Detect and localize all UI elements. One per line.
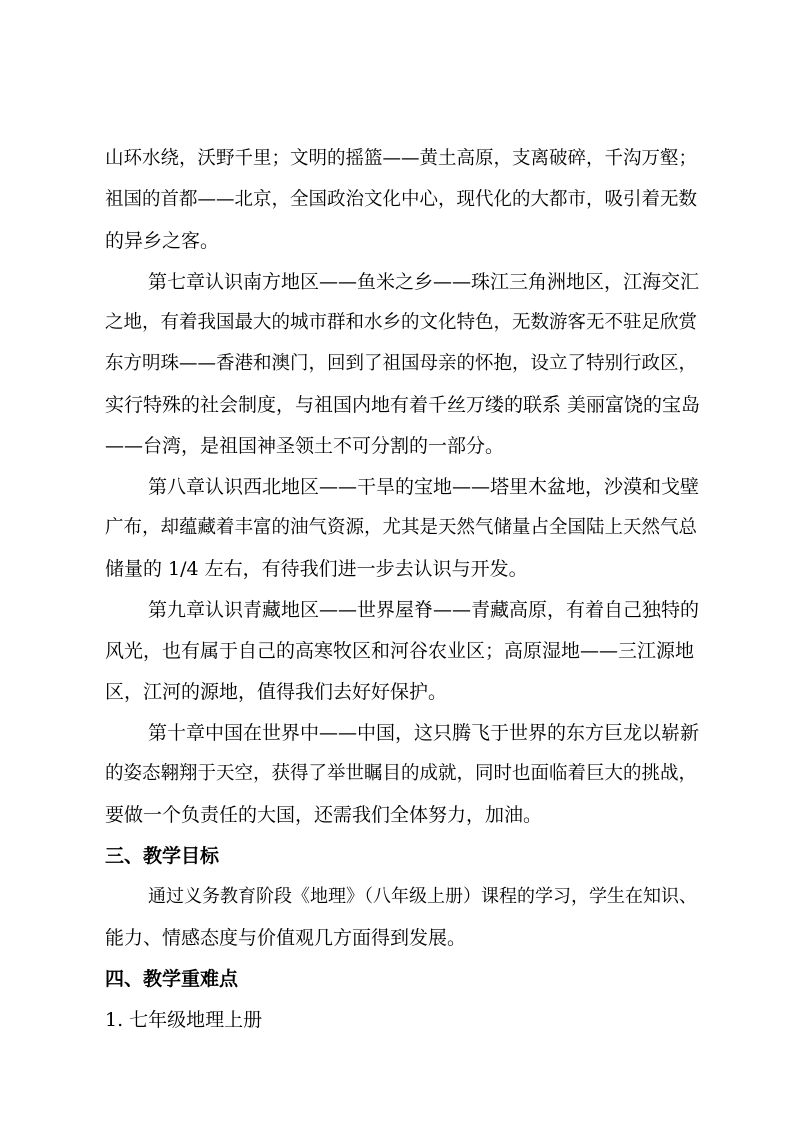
paragraph-4-line-2: 风光，也有属于自己的高寒牧区和河谷农业区；高原湿地——三江源地 xyxy=(105,640,695,662)
paragraph-5-line-2: 的姿态翱翔于天空，获得了举世瞩目的成就，同时也面临着巨大的挑战， xyxy=(105,763,698,784)
paragraph-4-line-3: 区，江河的源地，值得我们去好好保护。 xyxy=(105,681,448,703)
paragraph-5-line-3: 要做一个负责任的大国，还需我们全体努力，加油。 xyxy=(105,804,543,826)
paragraph-6-line-2: 能力、情感态度与价值观几方面得到发展。 xyxy=(105,927,467,949)
paragraph-6-line-1: 通过义务教育阶段《地理》（八年级上册）课程的学习，学生在知识、 xyxy=(148,886,697,907)
paragraph-2-line-1: 第七章认识南方地区——鱼米之乡——珠江三角洲地区，江海交汇 xyxy=(148,271,700,293)
paragraph-2-line-2: 之地，有着我国最大的城市群和水乡的文化特色，无数游客无不驻足欣赏 xyxy=(105,312,698,333)
paragraph-2-line-5: ——台湾，是祖国神圣领土不可分割的一部分。 xyxy=(105,435,505,457)
paragraph-3-line-2: 广布，却蕴藏着丰富的油气资源，尤其是天然气储量占全国陆上天然气总 xyxy=(105,517,698,538)
paragraph-1-line-1: 山环水绕，沃野千里；文明的摇篮——黄土高原，支离破碎，千沟万壑； xyxy=(105,148,698,169)
list-item-1: 1. 七年级地理上册 xyxy=(105,1009,263,1031)
paragraph-3-line-3: 储量的 1/4 左右，有待我们进一步去认识与开发。 xyxy=(105,558,528,580)
section-3-heading: 三、教学目标 xyxy=(105,845,220,867)
section-4-heading: 四、教学重难点 xyxy=(105,968,239,990)
paragraph-4-line-1: 第九章认识青藏地区——世界屋脊——青藏高原，有着自己独特的 xyxy=(148,599,700,621)
paragraph-1-line-2: 祖国的首都——北京，全国政治文化中心，现代化的大都市，吸引着无数 xyxy=(105,189,698,210)
paragraph-1-line-3: 的异乡之客。 xyxy=(105,230,220,252)
paragraph-2-line-3: 东方明珠——香港和澳门，回到了祖国母亲的怀抱，设立了特别行政区， xyxy=(105,353,698,374)
paragraph-2-line-4: 实行特殊的社会制度，与祖国内地有着千丝万缕的联系 美丽富饶的宝岛 xyxy=(105,394,701,416)
paragraph-3-line-1: 第八章认识西北地区——干旱的宝地——塔里木盆地，沙漠和戈壁 xyxy=(148,476,700,498)
paragraph-5-line-1: 第十章中国在世界中——中国，这只腾飞于世界的东方巨龙以崭新 xyxy=(148,722,700,744)
